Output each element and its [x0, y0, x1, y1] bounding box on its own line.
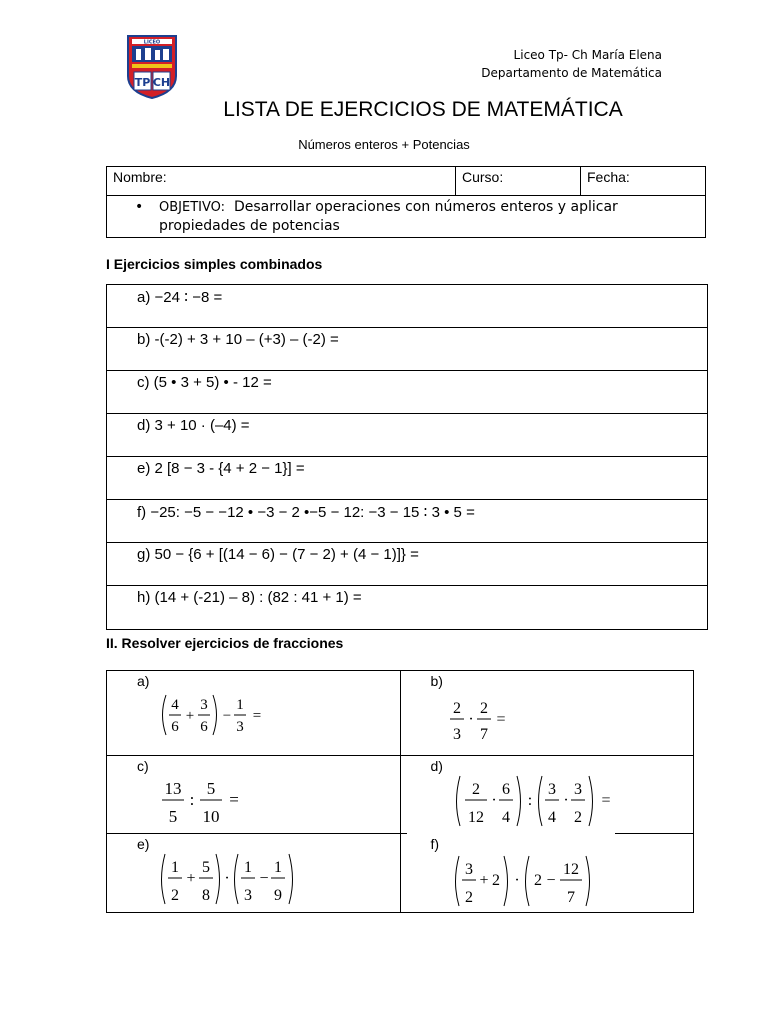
svg-text:CH: CH	[152, 76, 171, 89]
svg-text:7: 7	[479, 726, 488, 743]
svg-text:·: ·	[467, 711, 474, 728]
svg-text:3: 3	[452, 726, 461, 743]
label-b: b)	[430, 673, 443, 689]
svg-text:9: 9	[274, 887, 282, 904]
svg-text:−: −	[222, 708, 232, 724]
svg-text:5: 5	[202, 859, 210, 876]
svg-text:5: 5	[206, 779, 216, 798]
exercise-f: f) −25: −5 − −12 • −3 − 2 •−5 − 12: −3 − 15 ∶ 3 • 5 =	[107, 500, 708, 543]
svg-text::: :	[527, 792, 532, 809]
svg-text:+: +	[478, 872, 489, 889]
page-subtitle: Números enteros + Potencias	[298, 137, 470, 152]
exercise-c: c) (5 • 3 + 5) • - 12 =	[107, 371, 708, 414]
svg-text:3: 3	[244, 887, 252, 904]
svg-text:7: 7	[566, 889, 575, 906]
svg-text:2: 2	[452, 700, 461, 717]
page-title: LISTA DE EJERCICIOS DE MATEMÁTICA	[223, 98, 623, 121]
fraction-expression-a	[157, 689, 317, 741]
svg-text:1: 1	[236, 697, 244, 713]
svg-text:2: 2	[171, 887, 179, 904]
svg-text:3: 3	[464, 861, 473, 878]
fraction-expression-f	[449, 852, 599, 910]
exercise-h: h) (14 + (-21) – 8) : (82 : 41 + 1) =	[107, 586, 708, 630]
school-name: Liceo Tp- Ch María Elena	[513, 48, 662, 62]
svg-text:3: 3	[573, 781, 582, 798]
fraction-expression-c	[157, 770, 277, 830]
fraction-cell-b	[400, 671, 694, 756]
svg-text:=: =	[495, 711, 506, 728]
label-d: d)	[430, 758, 443, 774]
svg-text::: :	[189, 790, 195, 809]
school-logo	[126, 34, 178, 100]
objective-description: Desarrollar operaciones con números enteros y aplicar propiedades de potencias	[159, 199, 618, 234]
svg-text:+: +	[185, 708, 195, 724]
svg-text:2: 2	[491, 872, 500, 889]
svg-text:+: +	[186, 870, 196, 887]
svg-text:2: 2	[479, 700, 488, 717]
svg-text:3: 3	[200, 697, 208, 713]
fraction-cell-a	[107, 671, 401, 756]
svg-text:8: 8	[202, 887, 210, 904]
svg-text:12: 12	[562, 861, 579, 878]
label-e: e)	[137, 836, 150, 852]
name-field[interactable]: Nombre:	[107, 167, 456, 196]
department-name: Departamento de Matemática	[481, 66, 662, 80]
svg-text:=: =	[229, 790, 239, 809]
svg-text:5: 5	[168, 807, 178, 826]
fraction-cell-f	[400, 834, 694, 913]
svg-text:2: 2	[533, 872, 542, 889]
objective-cell	[107, 196, 706, 238]
fraction-expression-d	[451, 770, 621, 830]
svg-text:·: ·	[562, 792, 569, 809]
exercise-g: g) 50 − {6 + [(14 − 6) − (7 − 2) + (4 − 1)]} =	[107, 543, 708, 586]
svg-text:4: 4	[171, 697, 179, 713]
svg-text:−: −	[545, 872, 556, 889]
svg-text:TP: TP	[134, 76, 151, 89]
svg-text:3: 3	[236, 719, 244, 735]
svg-text:2: 2	[464, 889, 473, 906]
svg-text:6: 6	[501, 781, 510, 798]
svg-text:=: =	[252, 708, 262, 724]
fraction-cell-c	[107, 756, 401, 834]
simple-exercises-table	[106, 284, 708, 630]
label-a: a)	[137, 673, 150, 689]
svg-text:13: 13	[164, 779, 182, 798]
section2-title: II. Resolver ejercicios de fracciones	[106, 635, 344, 651]
svg-text:=: =	[600, 792, 611, 809]
svg-text:−: −	[259, 870, 269, 887]
label-c: c)	[137, 758, 149, 774]
exercise-d: d) 3 + 10 · (–4) =	[107, 414, 708, 457]
svg-text:6: 6	[200, 719, 208, 735]
svg-text:LICEO: LICEO	[143, 39, 161, 46]
svg-text:4: 4	[547, 809, 556, 826]
svg-text:·: ·	[490, 792, 497, 809]
svg-text:3: 3	[547, 781, 556, 798]
svg-text:4: 4	[501, 809, 510, 826]
fraction-cell-d	[400, 756, 694, 834]
exercise-b: b) -(-2) + 3 + 10 – (+3) – (-2) =	[107, 328, 708, 371]
label-f: f)	[430, 836, 440, 852]
fraction-expression-e	[155, 850, 305, 908]
svg-text:12: 12	[467, 809, 484, 826]
svg-text:1: 1	[274, 859, 282, 876]
exercise-a: a) −24 ∶ −8 =	[107, 285, 708, 328]
svg-text:·: ·	[224, 870, 230, 887]
svg-text:6: 6	[171, 719, 179, 735]
fractions-table	[106, 670, 694, 913]
svg-text:2: 2	[471, 781, 480, 798]
course-field[interactable]: Curso:	[456, 167, 581, 196]
student-info-table	[106, 166, 706, 238]
svg-text:10: 10	[202, 807, 220, 826]
svg-text:2: 2	[573, 809, 582, 826]
svg-text:1: 1	[171, 859, 179, 876]
svg-text:1: 1	[244, 859, 252, 876]
fraction-expression-b	[445, 691, 565, 747]
objective-label: OBJETIVO:	[159, 200, 226, 215]
objective-text	[159, 198, 699, 235]
date-field[interactable]: Fecha:	[581, 167, 706, 196]
exercise-e: e) 2 [8 − 3 - {4 + 2 − 1}] =	[107, 457, 708, 500]
bullet: •	[135, 199, 144, 215]
school-header	[481, 46, 662, 82]
section1-title: I Ejercicios simples combinados	[106, 256, 323, 272]
svg-text:·: ·	[513, 872, 520, 889]
fraction-cell-e	[107, 834, 401, 913]
